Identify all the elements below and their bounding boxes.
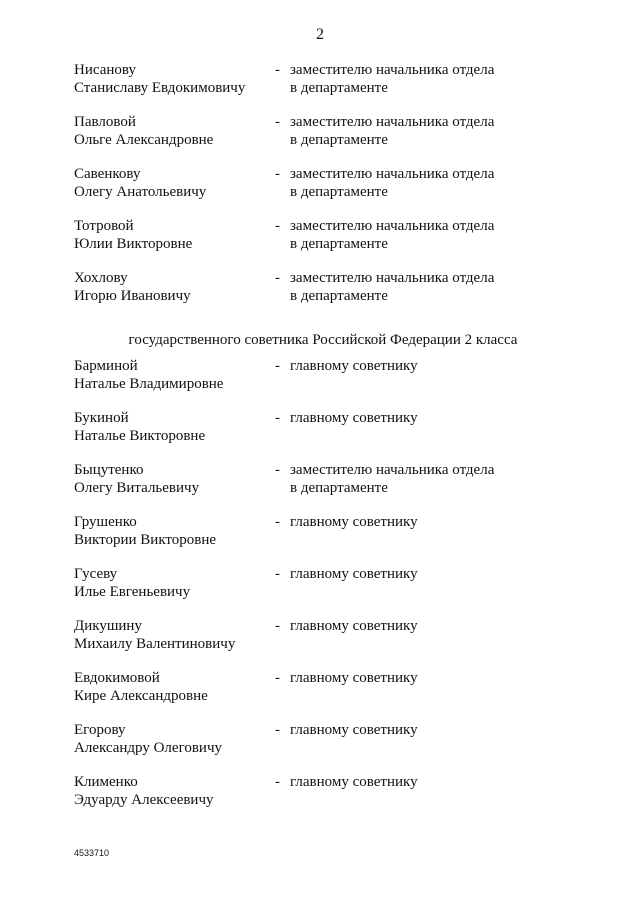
list-item: [0, 114, 640, 166]
given-name: Игорю Ивановичу: [74, 287, 191, 304]
position-title: [290, 670, 418, 688]
given-name: Олегу Анатольевичу: [74, 183, 207, 200]
surname: Тотровой: [74, 218, 134, 234]
list-item: [0, 462, 640, 514]
surname: Егорову: [74, 722, 126, 738]
person-name: [74, 166, 206, 201]
given-name: Илье Евгеньевичу: [74, 583, 191, 600]
list-item: [0, 410, 640, 462]
position-line-1: заместителю начальника отдела: [290, 462, 495, 478]
dash-separator: -: [275, 62, 280, 78]
given-name: Олегу Витальевичу: [74, 479, 200, 496]
position-title: [290, 218, 494, 253]
given-name: Наталье Викторовне: [74, 427, 206, 444]
entries-bottom: [0, 358, 640, 826]
dash-separator: -: [275, 514, 280, 530]
position-title: [290, 566, 418, 584]
list-item: [0, 270, 640, 322]
dash-separator: -: [275, 462, 280, 478]
position-line-1: главному советнику: [290, 410, 418, 426]
position-line-1: главному советнику: [290, 358, 418, 374]
dash-separator: -: [275, 670, 280, 686]
person-name: [74, 218, 192, 253]
position-line-1: главному советнику: [290, 566, 418, 582]
person-name: [74, 62, 245, 97]
person-name: [74, 722, 222, 757]
list-item: [0, 566, 640, 618]
position-line-1: заместителю начальника отдела: [290, 62, 495, 78]
position-line-1: заместителю начальника отдела: [290, 218, 495, 234]
section-heading: государственного советника Российской Федерации 2 класса: [128, 332, 518, 348]
position-title: [290, 514, 418, 532]
surname: Нисанову: [74, 62, 136, 78]
list-item: [0, 358, 640, 410]
dash-separator: -: [275, 166, 280, 182]
person-name: [74, 618, 235, 653]
surname: Барминой: [74, 358, 138, 374]
position-line-2: в департаменте: [290, 287, 388, 304]
position-title: [290, 410, 418, 428]
person-name: [74, 774, 214, 809]
surname: Савенкову: [74, 166, 141, 182]
dash-separator: -: [275, 566, 280, 582]
person-name: [74, 462, 199, 497]
given-name: Виктории Викторовне: [74, 531, 217, 548]
person-name: [74, 270, 191, 305]
dash-separator: -: [275, 722, 280, 738]
person-name: [74, 114, 213, 149]
list-item: [0, 670, 640, 722]
person-name: [74, 358, 223, 393]
list-item: [0, 618, 640, 670]
given-name: Наталье Владимировне: [74, 375, 224, 392]
given-name: Александру Олеговичу: [74, 739, 223, 756]
position-line-1: заместителю начальника отдела: [290, 114, 495, 130]
dash-separator: -: [275, 774, 280, 790]
surname: Евдокимовой: [74, 670, 160, 686]
given-name: Эдуарду Алексеевичу: [74, 791, 214, 808]
surname: Павловой: [74, 114, 136, 130]
position-line-1: заместителю начальника отдела: [290, 166, 495, 182]
position-title: [290, 462, 494, 497]
dash-separator: -: [275, 618, 280, 634]
list-item: [0, 62, 640, 114]
given-name: Ольге Александровне: [74, 131, 214, 148]
list-item: [0, 166, 640, 218]
position-line-2: в департаменте: [290, 479, 388, 496]
surname: Букиной: [74, 410, 129, 426]
position-title: [290, 62, 494, 97]
dash-separator: -: [275, 358, 280, 374]
surname: Грушенко: [74, 514, 137, 530]
dash-separator: -: [275, 114, 280, 130]
entries-top: [0, 62, 640, 322]
given-name: Станиславу Евдокимовичу: [74, 79, 246, 96]
list-item: [0, 722, 640, 774]
position-title: [290, 618, 418, 636]
position-line-1: заместителю начальника отдела: [290, 270, 495, 286]
position-line-2: в департаменте: [290, 235, 388, 252]
person-name: [74, 566, 190, 601]
list-item: [0, 514, 640, 566]
position-title: [290, 114, 494, 149]
position-line-2: в департаменте: [290, 183, 388, 200]
person-name: [74, 514, 216, 549]
surname: Дикушину: [74, 618, 142, 634]
person-name: [74, 670, 208, 705]
given-name: Михаилу Валентиновичу: [74, 635, 236, 652]
document-code: 4533710: [74, 848, 110, 858]
list-item: [0, 774, 640, 826]
list-item: [0, 218, 640, 270]
position-line-2: в департаменте: [290, 131, 388, 148]
dash-separator: -: [275, 270, 280, 286]
position-title: [290, 166, 494, 201]
surname: Гусеву: [74, 566, 118, 582]
dash-separator: -: [275, 410, 280, 426]
position-title: [290, 358, 418, 376]
position-line-1: главному советнику: [290, 618, 418, 634]
given-name: Юлии Викторовне: [74, 235, 193, 252]
entries-list: [0, 62, 640, 826]
position-line-1: главному советнику: [290, 514, 418, 530]
position-title: [290, 722, 418, 740]
person-name: [74, 410, 205, 445]
surname: Быцутенко: [74, 462, 144, 478]
position-title: [290, 270, 494, 305]
position-title: [290, 774, 418, 792]
surname: Клименко: [74, 774, 138, 790]
position-line-1: главному советнику: [290, 774, 418, 790]
dash-separator: -: [275, 218, 280, 234]
page-number: 2: [316, 26, 324, 43]
surname: Хохлову: [74, 270, 128, 286]
given-name: Кире Александровне: [74, 687, 208, 704]
position-line-1: главному советнику: [290, 670, 418, 686]
position-line-1: главному советнику: [290, 722, 418, 738]
position-line-2: в департаменте: [290, 79, 388, 96]
